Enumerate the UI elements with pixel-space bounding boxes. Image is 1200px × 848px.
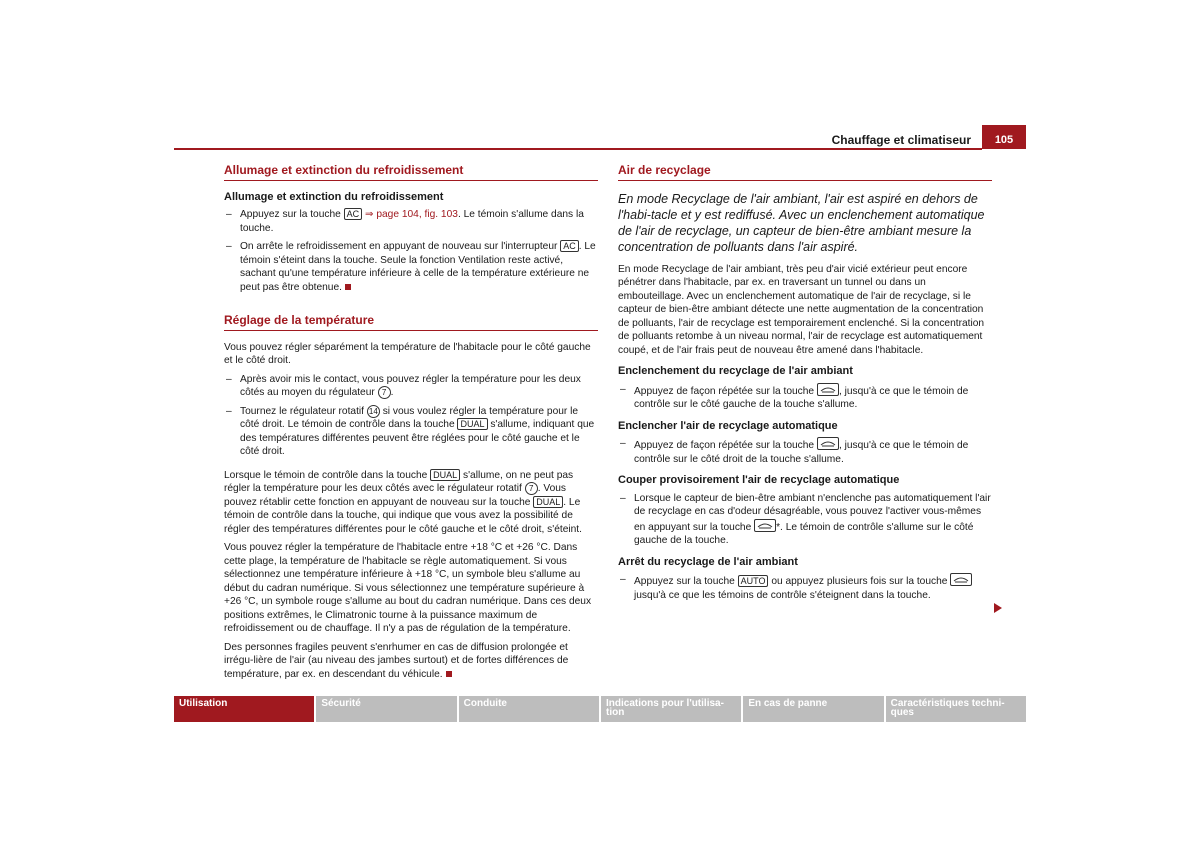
list-item [618, 437, 992, 466]
footer-nav [174, 696, 1026, 722]
header-rule [174, 148, 982, 150]
subsection-title: Couper provisoirement l'air de recyclage automatique [618, 474, 900, 486]
text: . Vous pouvez rétablir cette fonction en appuyant de nouveau sur la touche [224, 483, 567, 508]
left-column [224, 164, 598, 686]
paragraph [224, 469, 598, 537]
right-column [618, 164, 992, 607]
recirculation-key-icon [950, 573, 972, 586]
text: . Le témoin de contrôle dans la touche, qui indique que vous avez la possibilité de régler des températures différentes pour le côté gauche et le côté droit, s'éteint. [224, 496, 582, 535]
text: Lorsque le capteur de bien-être ambiant n'enclenche pas automatiquement l'air de recyclage en cas d'odeur désagréable, vous pouvez l'activer vous-mêmes en appuyant sur la touche [634, 492, 991, 533]
text: jusqu'à ce que les témoins de contrôle s'éteignent dans la touche. [634, 589, 931, 601]
text: Appuyez sur la touche [634, 576, 738, 587]
tab-securite[interactable]: Sécurité [316, 696, 456, 722]
dual-key-label: DUAL [533, 496, 563, 508]
text: . Le témoin s'éteint dans la touche. Seule la fonction Ventilation reste activé, sachant qu'une température inférieure à celle de la température extérieure ne peut pas être obtenue. [240, 241, 596, 293]
ac-key-label: AC [344, 208, 363, 220]
ac-key-label: AC [560, 240, 579, 252]
end-marker-icon [446, 671, 452, 677]
auto-key-label: AUTO [738, 575, 769, 587]
subsection-title: Enclencher l'air de recyclage automatique [618, 419, 838, 432]
text: Appuyez sur la touche [240, 209, 344, 220]
list-item [618, 492, 992, 548]
dual-key-label: DUAL [430, 469, 460, 481]
text: Après avoir mis le contact, vous pouvez régler la température pour les deux côtés au moyen du régulateur [240, 373, 581, 398]
dual-key-label: DUAL [457, 418, 487, 430]
paragraph: En mode Recyclage de l'air ambiant, très peu d'air vicié extérieur peut encore pénétrer dans l'habitacle, par ex. en traversant un tunnel ou dans un embouteillage. Avec un enclenchement automatique de l'air de recyclage, si le capteur de bien-être ambiant détecte une nette augmentation de la concentration de polluants, l'air de recyclage est temporairement enclenché. Si la concentration de polluants retombe à un niveau normal, l'air de recyclage est automatiquement coupé, et de l'air frais peut de nouveau être amené dans l'habitacle. [618, 263, 985, 356]
recirculation-key-icon [754, 519, 776, 532]
list-item [224, 405, 598, 459]
regulator-number-icon: 7 [378, 386, 391, 399]
list-item [224, 373, 598, 400]
subsection-title: Arrêt du recyclage de l'air ambiant [618, 555, 798, 568]
paragraph: Vous pouvez régler la température de l'habitacle entre +18 °C et +26 °C. Dans cette plage, la température de l'habitacle se règle automatiquement. Si vous sélectionnez une température inférieure à +18 °C, un symbole bleu s'allume au début du cadran numérique. Si vous sélectionnez une température supérieure à +26 °C, un symbole rouge s'allume au bout du cadran numérique. Dans ces deux positions extrêmes, le Climatronic tourne à la puissance maximum de refroidissement ou de chauffage. Il n'y a pas de régulation de la température. [224, 542, 592, 634]
text: On arrête le refroidissement en appuyant de nouveau sur l'interrupteur [240, 241, 561, 252]
end-marker-icon [345, 284, 351, 290]
text: ou appuyez plusieurs fois sur la touche [768, 576, 951, 587]
paragraph [224, 641, 598, 682]
text: Tournez le régulateur rotatif [240, 405, 367, 417]
list-item [618, 383, 992, 412]
page-number: 105 [982, 125, 1026, 149]
paragraph: Vous pouvez régler séparément la température de l'habitacle pour le côté gauche et le côté droit. [224, 341, 591, 366]
text: s'allume, on ne peut pas régler la température pour les deux côtés avec le régulateur rotatif [224, 469, 574, 494]
regulator-number-icon: 7 [525, 482, 538, 495]
tab-utilisation[interactable]: Utilisation [174, 696, 314, 722]
text: , jusqu'à ce que le témoin de contrôle sur le côté droit de la touche s'allume. [634, 440, 969, 465]
section-title-recirculation: Air de recyclage [618, 164, 992, 181]
tab-caracteristiques[interactable]: Caractéristiques techni-ques [886, 696, 1026, 722]
tab-indications[interactable]: Indications pour l'utilisa-tion [601, 696, 741, 722]
text: si vous voulez régler la température pour le côté droit. Le témoin de contrôle dans la touche [240, 405, 579, 430]
list-item [224, 240, 598, 294]
tab-conduite[interactable]: Conduite [459, 696, 599, 722]
section-title-cooling: Allumage et extinction du refroidissement [224, 164, 598, 181]
list-item [224, 208, 598, 235]
text: . Le témoin s'allume dans la touche. [240, 209, 584, 234]
continue-arrow-icon [994, 603, 1002, 613]
recirculation-key-icon [817, 437, 839, 450]
subsection-title: Enclenchement du recyclage de l'air ambiant [618, 365, 853, 377]
recirculation-key-icon [817, 383, 839, 396]
regulator-number-icon: 14 [367, 405, 380, 418]
text: s'allume, indiquant que des températures différentes peuvent être réglées pour le côté gauche et le côté droit. [240, 419, 595, 457]
section-title-temperature: Réglage de la température [224, 314, 598, 331]
text: , jusqu'à ce que le témoin de contrôle sur le côté gauche de la touche s'allume. [634, 385, 969, 410]
text: . [390, 387, 394, 398]
text: Lorsque le témoin de contrôle dans la touche [224, 469, 431, 481]
intro-paragraph: En mode Recyclage de l'air ambiant, l'air est aspiré en dehors de l'habi-tacle et y est rediffusé. Avec un enclenchement automatique de l'air de recyclage, un capteur de bien-être ambiant mesure la concentration de polluants dans l'air aspiré. [618, 191, 985, 254]
page-header-title: Chauffage et climatiseur [831, 133, 971, 147]
page-reference-link[interactable]: ⇒ page 104, fig. 103 [362, 209, 458, 220]
text: *. Le témoin de contrôle s'allume sur le côté gauche de la touche. [634, 521, 974, 546]
tab-en-cas-de-panne[interactable]: En cas de panne [743, 696, 883, 722]
text: Appuyez de façon répétée sur la touche [634, 385, 817, 397]
text: Appuyez de façon répétée sur la touche [634, 440, 817, 451]
text: Des personnes fragiles peuvent s'enrhumer en cas de diffusion prolongée et irrégu-lière de l'air (au niveau des jambes surtout) et de fortes différences de température, par ex. en descendant du véhicule. [224, 641, 569, 680]
list-item [618, 573, 992, 602]
subsection-title-cooling: Allumage et extinction du refroidissement [224, 190, 444, 203]
